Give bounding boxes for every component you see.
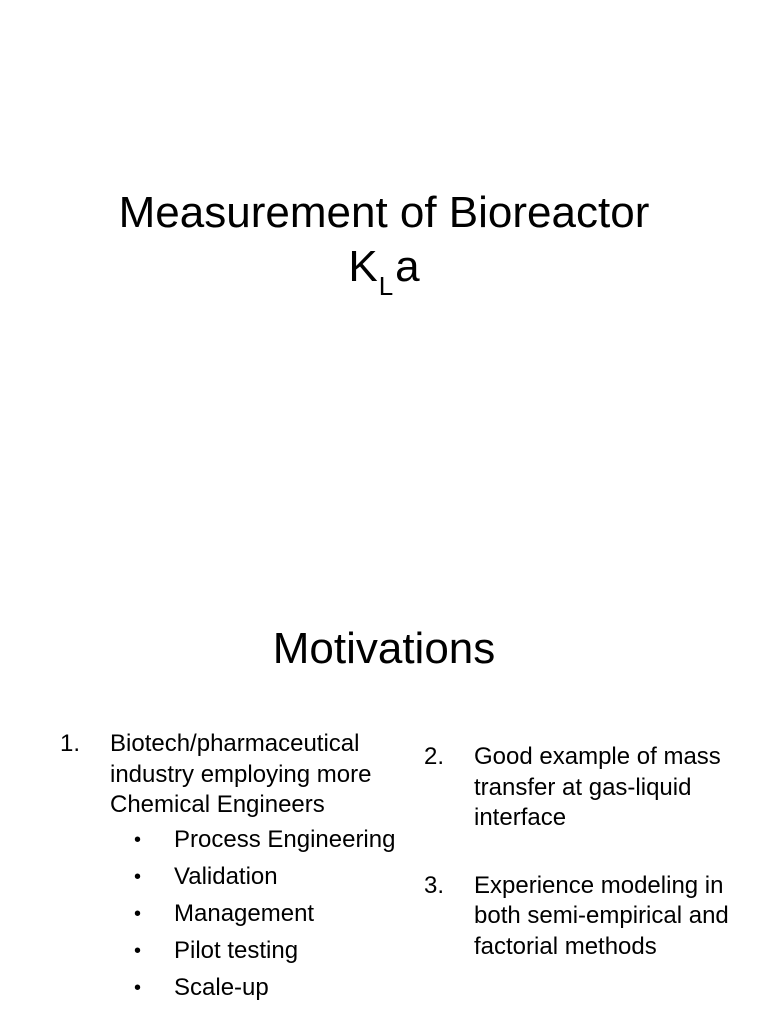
left-column xyxy=(60,729,400,1010)
bullet-icon: • xyxy=(134,902,142,925)
title-a: a xyxy=(395,242,420,291)
slide-title-motivations: Motivations xyxy=(272,624,496,673)
list-number: 2. xyxy=(424,743,445,770)
list-item-text: Good example of mass transfer at gas-liquid interface xyxy=(474,743,721,831)
title-subscript-l: L xyxy=(378,271,394,301)
bullet-icon: • xyxy=(134,976,142,999)
list-item-text: Experience modeling in both semi-empirical and factorial methods xyxy=(474,871,729,960)
right-column xyxy=(424,742,744,962)
bullet-item xyxy=(60,973,400,1004)
slide-title-measurement xyxy=(0,186,768,299)
bullet-text: Process Engineering xyxy=(174,825,396,853)
title-k: K xyxy=(348,242,378,291)
list-item-2 xyxy=(424,742,744,834)
title-line-2 xyxy=(0,240,768,299)
list-number: 1. xyxy=(60,730,81,757)
bullet-item xyxy=(60,862,400,893)
bullet-item xyxy=(60,825,400,856)
bullet-icon: • xyxy=(134,865,142,888)
list-item-3 xyxy=(424,871,744,963)
bullet-text: Management xyxy=(174,899,315,927)
bullet-icon: • xyxy=(134,828,142,851)
bullet-text: Scale-up xyxy=(174,973,269,1001)
bullet-text: Pilot testing xyxy=(174,936,299,964)
bullet-item xyxy=(60,899,400,930)
list-number: 3. xyxy=(424,871,445,899)
bullet-icon: • xyxy=(134,939,142,962)
bullet-list xyxy=(60,825,400,1004)
bullet-item xyxy=(60,936,400,967)
bullet-text: Validation xyxy=(174,862,278,890)
list-item-text: Biotech/pharmaceutical industry employing more Chemical Engineers xyxy=(110,730,372,818)
title-line-1: Measurement of Bioreactor xyxy=(118,188,650,237)
list-item-1 xyxy=(60,729,400,821)
